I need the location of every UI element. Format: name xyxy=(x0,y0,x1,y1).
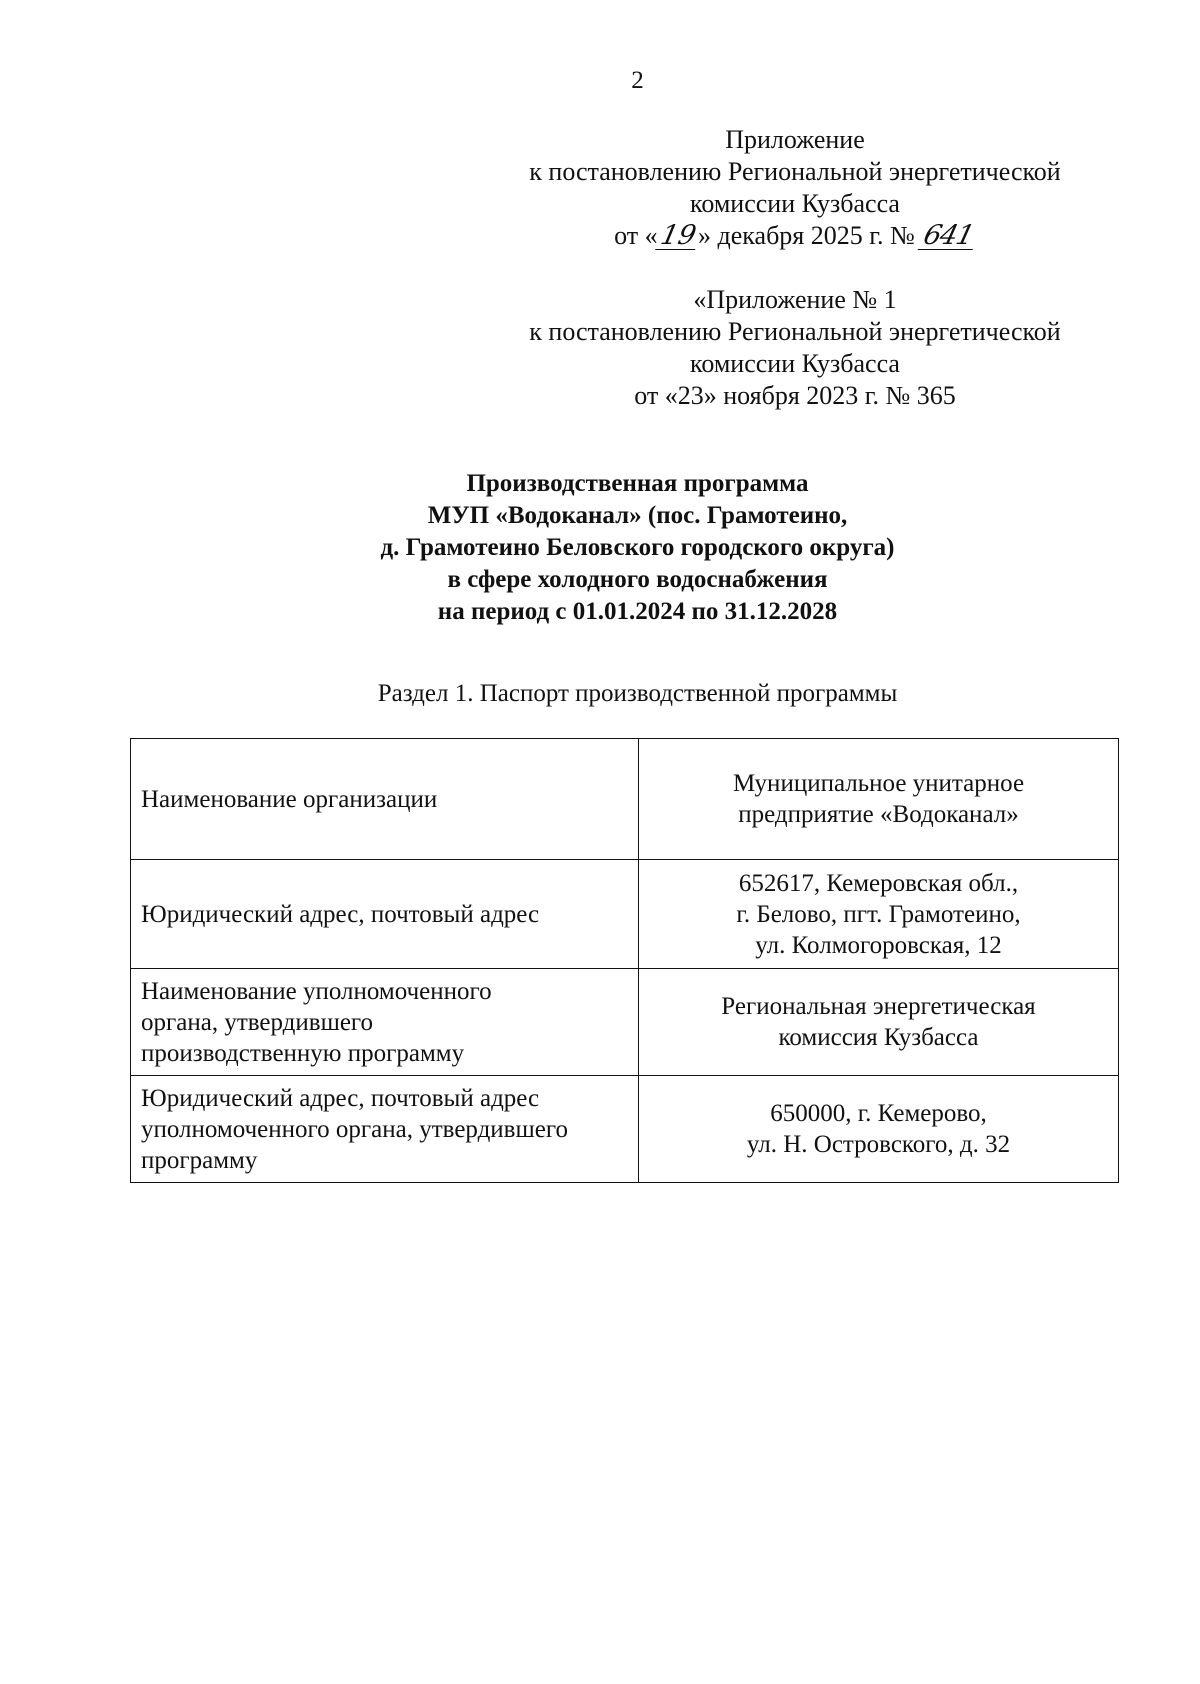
attachment-date-line xyxy=(500,220,1090,252)
attachment-resolution-line: к постановлению Региональной энергетической xyxy=(529,157,1061,186)
program-title-line-2: МУП «Водоканал» (пос. Грамотеино, xyxy=(427,502,848,529)
attachment-header-current xyxy=(500,124,1090,252)
table-cell-label: Юридический адрес, почтовый адрес xyxy=(131,860,639,969)
attachment-header-original xyxy=(500,284,1090,412)
original-commission-line: комиссии Кузбасса xyxy=(690,349,900,378)
date-prefix: от « xyxy=(614,221,658,250)
table-row xyxy=(131,860,1119,969)
passport-table xyxy=(130,738,1119,1183)
attachment-title: Приложение xyxy=(725,125,865,154)
table-cell-value: Региональная энергетическая комиссия Кузбасса xyxy=(639,969,1119,1076)
handwritten-number: 641 xyxy=(918,223,979,250)
attachment-commission-line: комиссии Кузбасса xyxy=(690,189,900,218)
table-cell-label: Наименование организации xyxy=(131,739,639,860)
table-row xyxy=(131,1076,1119,1183)
handwritten-day: 19 xyxy=(655,223,701,250)
table-cell-label: Наименование уполномоченного органа, утвердившего производственную программу xyxy=(131,969,639,1076)
table-cell-value: 650000, г. Кемерово, ул. Н. Островского, д. 32 xyxy=(639,1076,1119,1183)
table-cell-label: Юридический адрес, почтовый адрес уполномоченного органа, утвердившего программу xyxy=(131,1076,639,1183)
section-heading: Раздел 1. Паспорт производственной программы xyxy=(377,680,898,707)
program-title-line-4: в сфере холодного водоснабжения xyxy=(447,566,828,593)
date-middle: » декабря 2025 г. № xyxy=(698,221,915,250)
original-attachment-title: «Приложение № 1 xyxy=(693,285,897,314)
original-date-line: от «23» ноября 2023 г. № 365 xyxy=(634,381,956,410)
program-title-line-5: на период с 01.01.2024 по 31.12.2028 xyxy=(437,598,838,625)
page-number: 2 xyxy=(631,67,644,94)
table-row xyxy=(131,739,1119,860)
program-title-line-3: д. Грамотеино Беловского городского округа) xyxy=(380,534,895,561)
original-resolution-line: к постановлению Региональной энергетической xyxy=(529,317,1061,346)
program-title xyxy=(0,468,1200,628)
table-row xyxy=(131,969,1119,1076)
program-title-line-1: Производственная программа xyxy=(466,470,809,497)
table-cell-value: 652617, Кемеровская обл., г. Белово, пгт. Грамотеино, ул. Колмогоровская, 12 xyxy=(639,860,1119,969)
table-cell-value: Муниципальное унитарное предприятие «Водоканал» xyxy=(639,739,1119,860)
